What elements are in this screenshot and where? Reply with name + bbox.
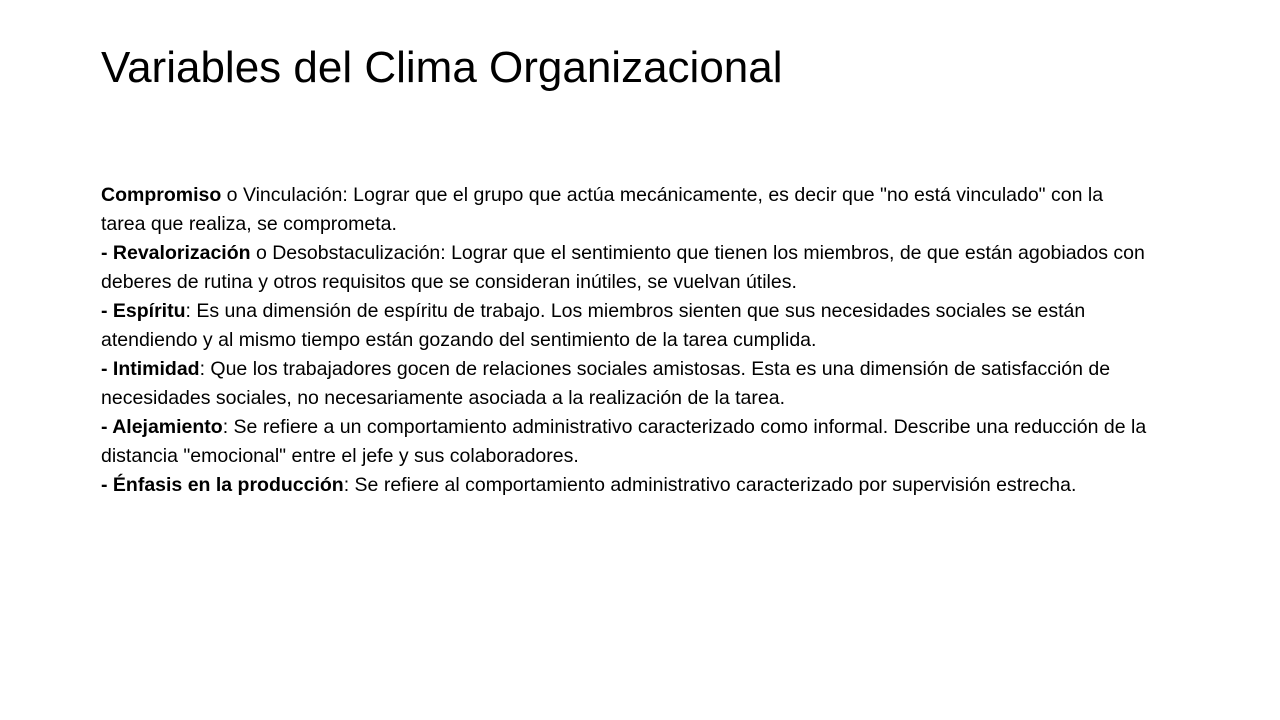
- variable-description: : Se refiere al comportamiento administrativo caracterizado por supervisión estrecha.: [343, 474, 1077, 496]
- variable-term: - Intimidad: [101, 358, 200, 380]
- variable-term: - Revalorización: [101, 242, 251, 264]
- variable-term: - Énfasis en la producción: [101, 474, 344, 496]
- variable-term: - Espíritu: [101, 300, 186, 322]
- variable-term: Compromiso: [101, 184, 222, 206]
- variable-description: : Se refiere a un comportamiento administrativo caracterizado como informal. Describe una reducción de la distancia "emocional" entre el jefe y sus colaboradores.: [101, 416, 1147, 467]
- variable-description: o Desobstaculización: Lograr que el sentimiento que tienen los miembros, de que están agobiados con deberes de rutina y otros requisitos que se consideran inútiles, se vuelvan útiles.: [101, 242, 1145, 293]
- variable-item-intimidad: [101, 355, 1151, 413]
- variable-description: : Es una dimensión de espíritu de trabajo. Los miembros sienten que sus necesidades sociales se están atendiendo y al mismo tiempo están gozando del sentimiento de la tarea cumplida.: [101, 300, 1086, 351]
- variable-item-alejamiento: [101, 413, 1151, 471]
- variable-description: o Vinculación: Lograr que el grupo que actúa mecánicamente, es decir que "no está vinculado" con la tarea que realiza, se comprometa.: [101, 184, 1104, 235]
- variable-item-enfasis-produccion: [101, 471, 1151, 500]
- variable-item-compromiso: [101, 181, 1151, 239]
- variable-description: : Que los trabajadores gocen de relaciones sociales amistosas. Esta es una dimensión de satisfacción de necesidades sociales, no necesariamente asociada a la realización de la tarea.: [101, 358, 1111, 409]
- slide-body: [101, 181, 1151, 500]
- variable-item-espiritu: [101, 297, 1151, 355]
- variable-term: - Alejamiento: [101, 416, 223, 438]
- slide-title: Variables del Clima Organizacional: [101, 43, 783, 92]
- variable-item-revalorizacion: [101, 239, 1151, 297]
